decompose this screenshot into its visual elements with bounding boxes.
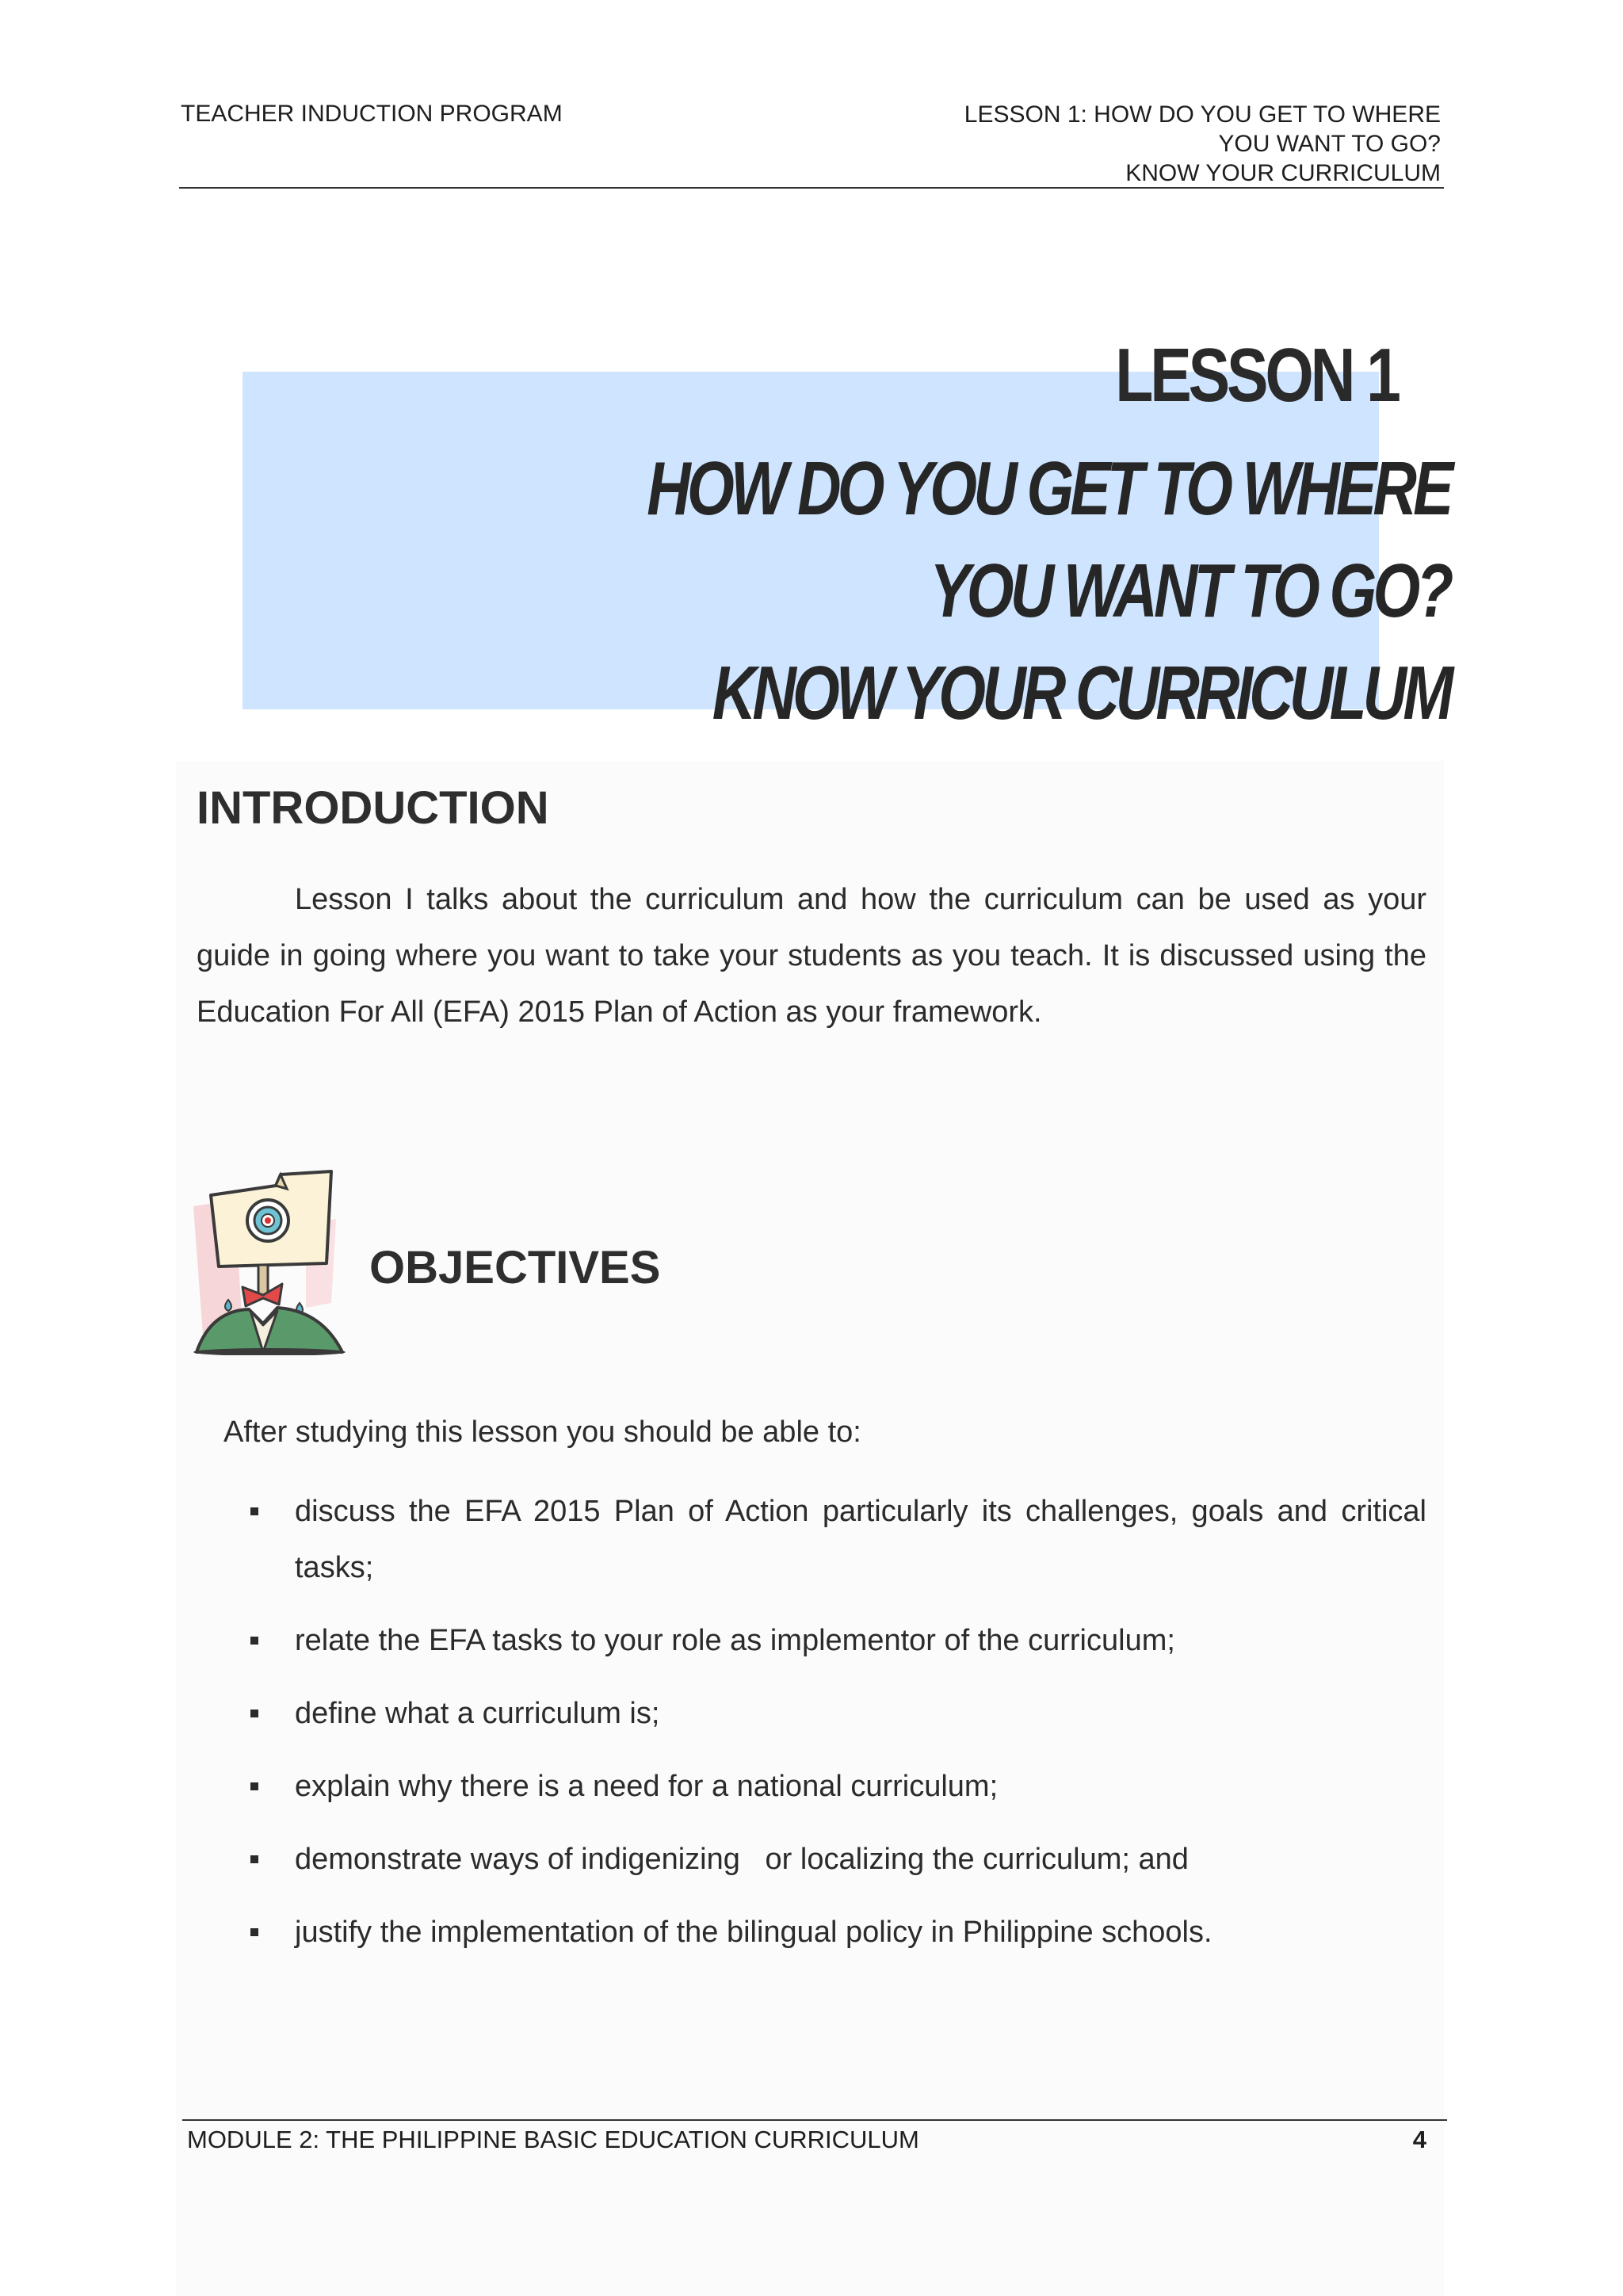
footer-divider (182, 2119, 1447, 2121)
list-item (250, 1484, 1426, 1596)
introduction-heading: INTRODUCTION (197, 782, 549, 834)
list-item (250, 1686, 1426, 1742)
header-lesson-title (964, 100, 1441, 188)
header-lesson-line: YOU WANT TO GO? (1218, 131, 1441, 157)
objectives-heading: OBJECTIVES (369, 1242, 661, 1293)
bullet-icon (250, 1855, 258, 1863)
header-lesson-line: LESSON 1: HOW DO YOU GET TO WHERE (964, 101, 1441, 128)
page-number: 4 (1412, 2126, 1426, 2153)
bullet-icon (250, 1710, 258, 1717)
footer-module-title: MODULE 2: THE PHILIPPINE BASIC EDUCATION CURRICULUM (187, 2126, 919, 2153)
objective-text: relate the EFA tasks to your role as implementor of the curriculum; (295, 1624, 1175, 1657)
bullet-icon (250, 1782, 258, 1790)
header-program-title: TEACHER INDUCTION PROGRAM (181, 101, 563, 127)
objectives-list (250, 1484, 1426, 1977)
header-lesson-line: KNOW YOUR CURRICULUM (1125, 160, 1441, 186)
list-item (250, 1904, 1426, 1961)
objective-text: demonstrate ways of indigenizing or localizing the curriculum; and (295, 1843, 1189, 1876)
lesson-number: LESSON 1 (1115, 333, 1398, 418)
lesson-title-line: KNOW YOUR CURRICULUM (712, 651, 1450, 735)
header-divider (179, 187, 1444, 189)
lesson-title-line: HOW DO YOU GET TO WHERE (647, 446, 1450, 531)
bullet-icon (250, 1637, 258, 1645)
lesson-title (647, 437, 1450, 744)
introduction-paragraph: Lesson I talks about the curriculum and how the curriculum can be used as your guide in going where you want to take your students as you teach. It is discussed using the Education For All (EFA) 2015 Plan of Action as your framework. (197, 883, 1426, 1029)
lesson-title-line: YOU WANT TO GO? (930, 548, 1450, 633)
objective-text: discuss the EFA 2015 Plan of Action particularly its challenges, goals and critical tasks; (295, 1495, 1426, 1584)
objective-text: justify the implementation of the bilingual policy in Philippine schools. (295, 1916, 1212, 1949)
target-sign-person-icon (187, 1168, 346, 1355)
list-item (250, 1759, 1426, 1815)
objective-text: define what a curriculum is; (295, 1697, 660, 1730)
bullet-icon (250, 1507, 258, 1515)
list-item (250, 1613, 1426, 1669)
objectives-intro: After studying this lesson you should be able to: (223, 1415, 861, 1449)
bullet-icon (250, 1928, 258, 1936)
objective-text: explain why there is a need for a national curriculum; (295, 1770, 999, 1803)
list-item (250, 1832, 1426, 1888)
